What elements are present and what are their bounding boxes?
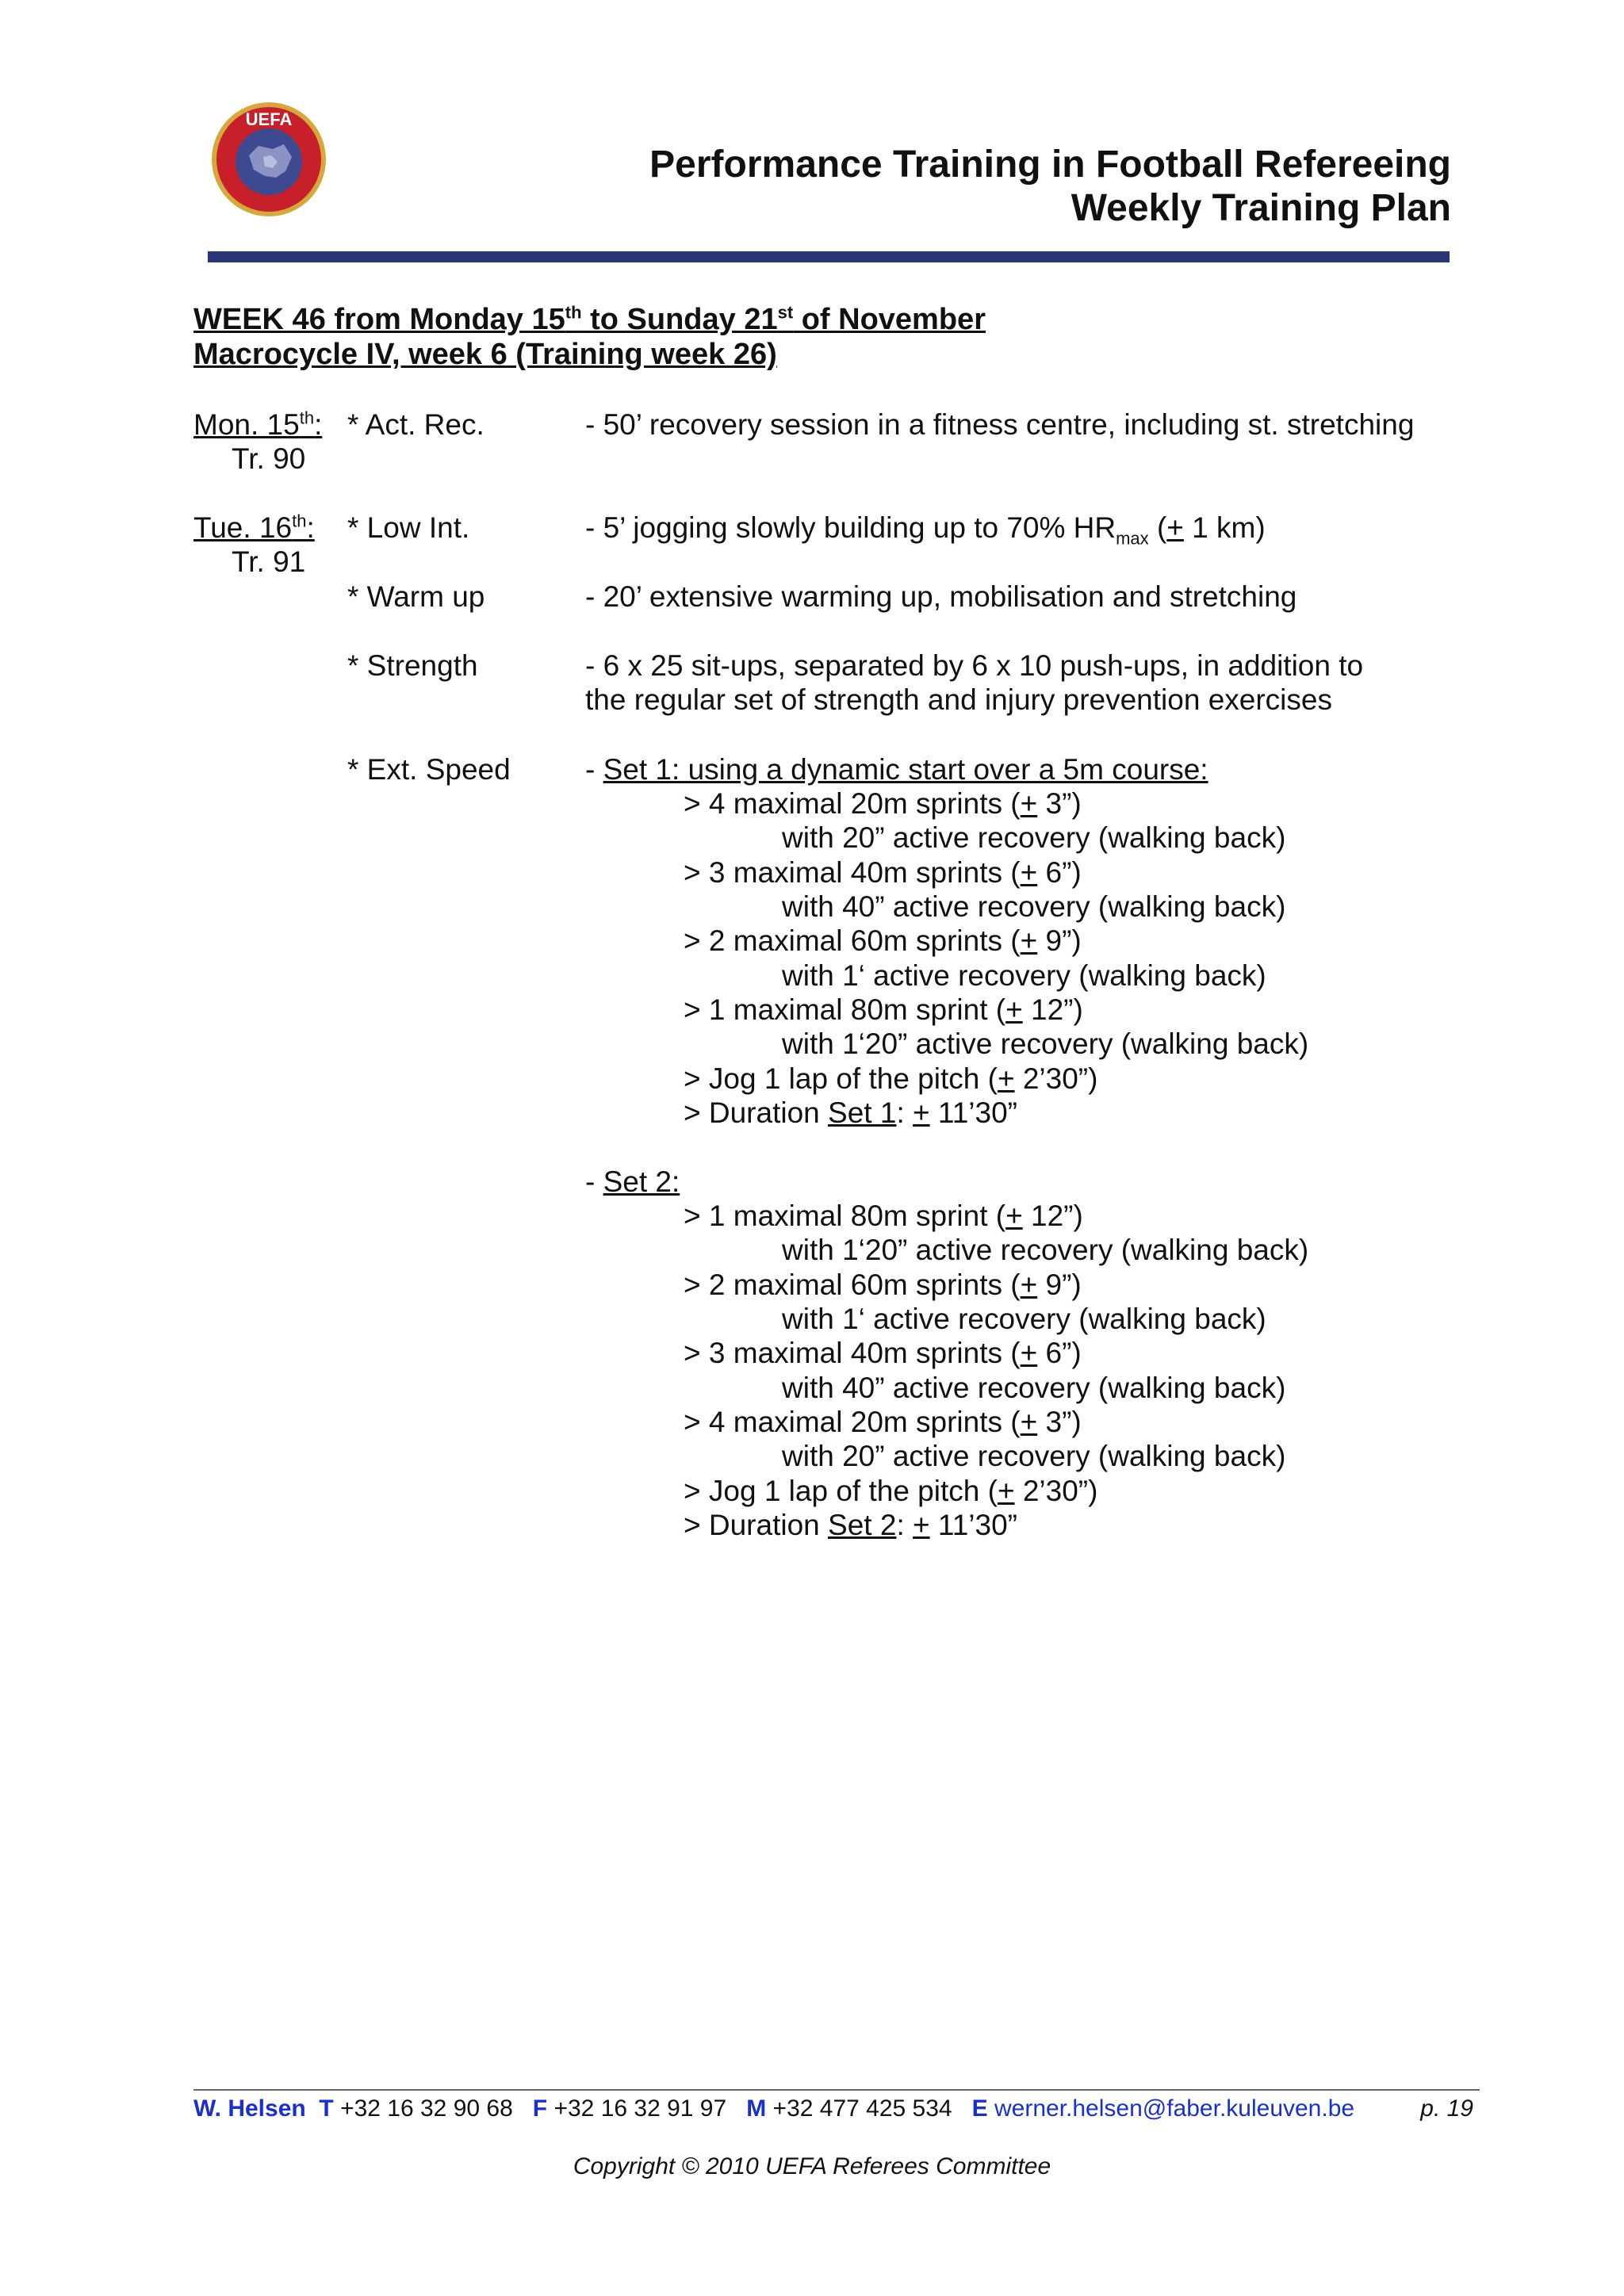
set2-recovery: with 20” active recovery (walking back): [782, 1440, 1286, 1472]
uefa-logo-icon: [209, 100, 328, 219]
session-label-ext-speed: * Ext. Speed: [347, 753, 511, 786]
set2-recovery: with 40” active recovery (walking back): [782, 1372, 1286, 1404]
footer-name: W. Helsen: [193, 2095, 306, 2122]
session-text-strength-line2: the regular set of strength and injury prevention exercises: [585, 683, 1332, 716]
footer-rule: [193, 2089, 1480, 2091]
page-number: p. 19: [1420, 2095, 1473, 2122]
session-text-strength-line1: - 6 x 25 sit-ups, separated by 6 x 10 push-ups, in addition to: [585, 649, 1364, 682]
footer-fax: +32 16 32 91 97: [553, 2095, 727, 2122]
set1-item: > 2 maximal 60m sprints (+ 9”): [684, 924, 1082, 957]
session-text-warm-up: - 20’ extensive warming up, mobilisation and stretching: [585, 580, 1297, 613]
session-text-low-int: - 5’ jogging slowly building up to 70% $HR_{max}$ (+ 1 km): [585, 511, 1266, 549]
day-monday: Mon. 15th:: [193, 408, 323, 441]
header-title-line1: Performance Training in Football Refereeing: [649, 144, 1451, 186]
training-number-tuesday: Tr. 91: [232, 545, 306, 578]
set1-duration: > Duration Set 1: + 11’30”: [684, 1096, 1017, 1129]
session-label-act-rec: * Act. Rec.: [347, 408, 485, 441]
set2-heading: - Set 2:: [585, 1165, 680, 1198]
set1-item: > 4 maximal 20m sprints (+ 3”): [684, 787, 1082, 820]
set2-recovery: with 1‘ active recovery (walking back): [782, 1303, 1266, 1335]
day-tuesday: Tue. 16th:: [193, 511, 315, 544]
set1-item: > 3 maximal 40m sprints (+ 6”): [684, 856, 1082, 889]
footer-phone: +32 16 32 90 68: [340, 2095, 513, 2122]
set1-item: > 1 maximal 80m sprint (+ 12”): [684, 993, 1083, 1026]
set2-item: > 2 maximal 60m sprints (+ 9”): [684, 1269, 1082, 1301]
macrocycle-heading: Macrocycle IV, week 6 (Training week 26): [193, 338, 777, 371]
set2-jog: > Jog 1 lap of the pitch (+ 2’30”): [684, 1475, 1098, 1507]
footer-mobile: +32 477 425 534: [772, 2095, 952, 2122]
set1-jog: > Jog 1 lap of the pitch (+ 2’30”): [684, 1062, 1098, 1095]
set2-item: > 3 maximal 40m sprints (+ 6”): [684, 1337, 1082, 1369]
footer-contact: W. Helsen T +32 16 32 90 68 F +32 16 32 91 97 M +32 477 425 534 E werner.helsen@faber.kuleuven.be: [193, 2095, 1355, 2122]
header-rule: [208, 251, 1450, 262]
copyright: Copyright © 2010 UEFA Referees Committee: [573, 2153, 1051, 2179]
set2-recovery: with 1‘20” active recovery (walking back): [782, 1234, 1309, 1266]
uefa-logo: [209, 100, 328, 219]
session-label-warm-up: * Warm up: [347, 580, 485, 613]
header-title-line2: Weekly Training Plan: [1071, 187, 1451, 229]
set1-recovery: with 20” active recovery (walking back): [782, 821, 1286, 854]
set2-item: > 4 maximal 20m sprints (+ 3”): [684, 1406, 1082, 1438]
set1-recovery: with 1‘20” active recovery (walking back): [782, 1027, 1309, 1060]
logo-text: UEFA: [245, 109, 293, 129]
set1-recovery: with 40” active recovery (walking back): [782, 890, 1286, 923]
set1-heading: - Set 1: using a dynamic start over a 5m course:: [585, 753, 1208, 786]
session-label-strength: * Strength: [347, 649, 478, 682]
session-text-act-rec: - 50’ recovery session in a fitness centre, including st. stretching: [585, 408, 1415, 441]
set2-item: > 1 maximal 80m sprint (+ 12”): [684, 1200, 1083, 1232]
set1-recovery: with 1‘ active recovery (walking back): [782, 959, 1266, 992]
training-number-monday: Tr. 90: [232, 442, 306, 475]
session-label-low-int: * Low Int.: [347, 511, 470, 544]
week-heading: WEEK 46 from Monday 15th to Sunday 21st of November: [193, 302, 986, 336]
footer-email-link[interactable]: werner.helsen@faber.kuleuven.be: [994, 2095, 1355, 2122]
set2-duration: > Duration Set 2: + 11’30”: [684, 1509, 1017, 1541]
